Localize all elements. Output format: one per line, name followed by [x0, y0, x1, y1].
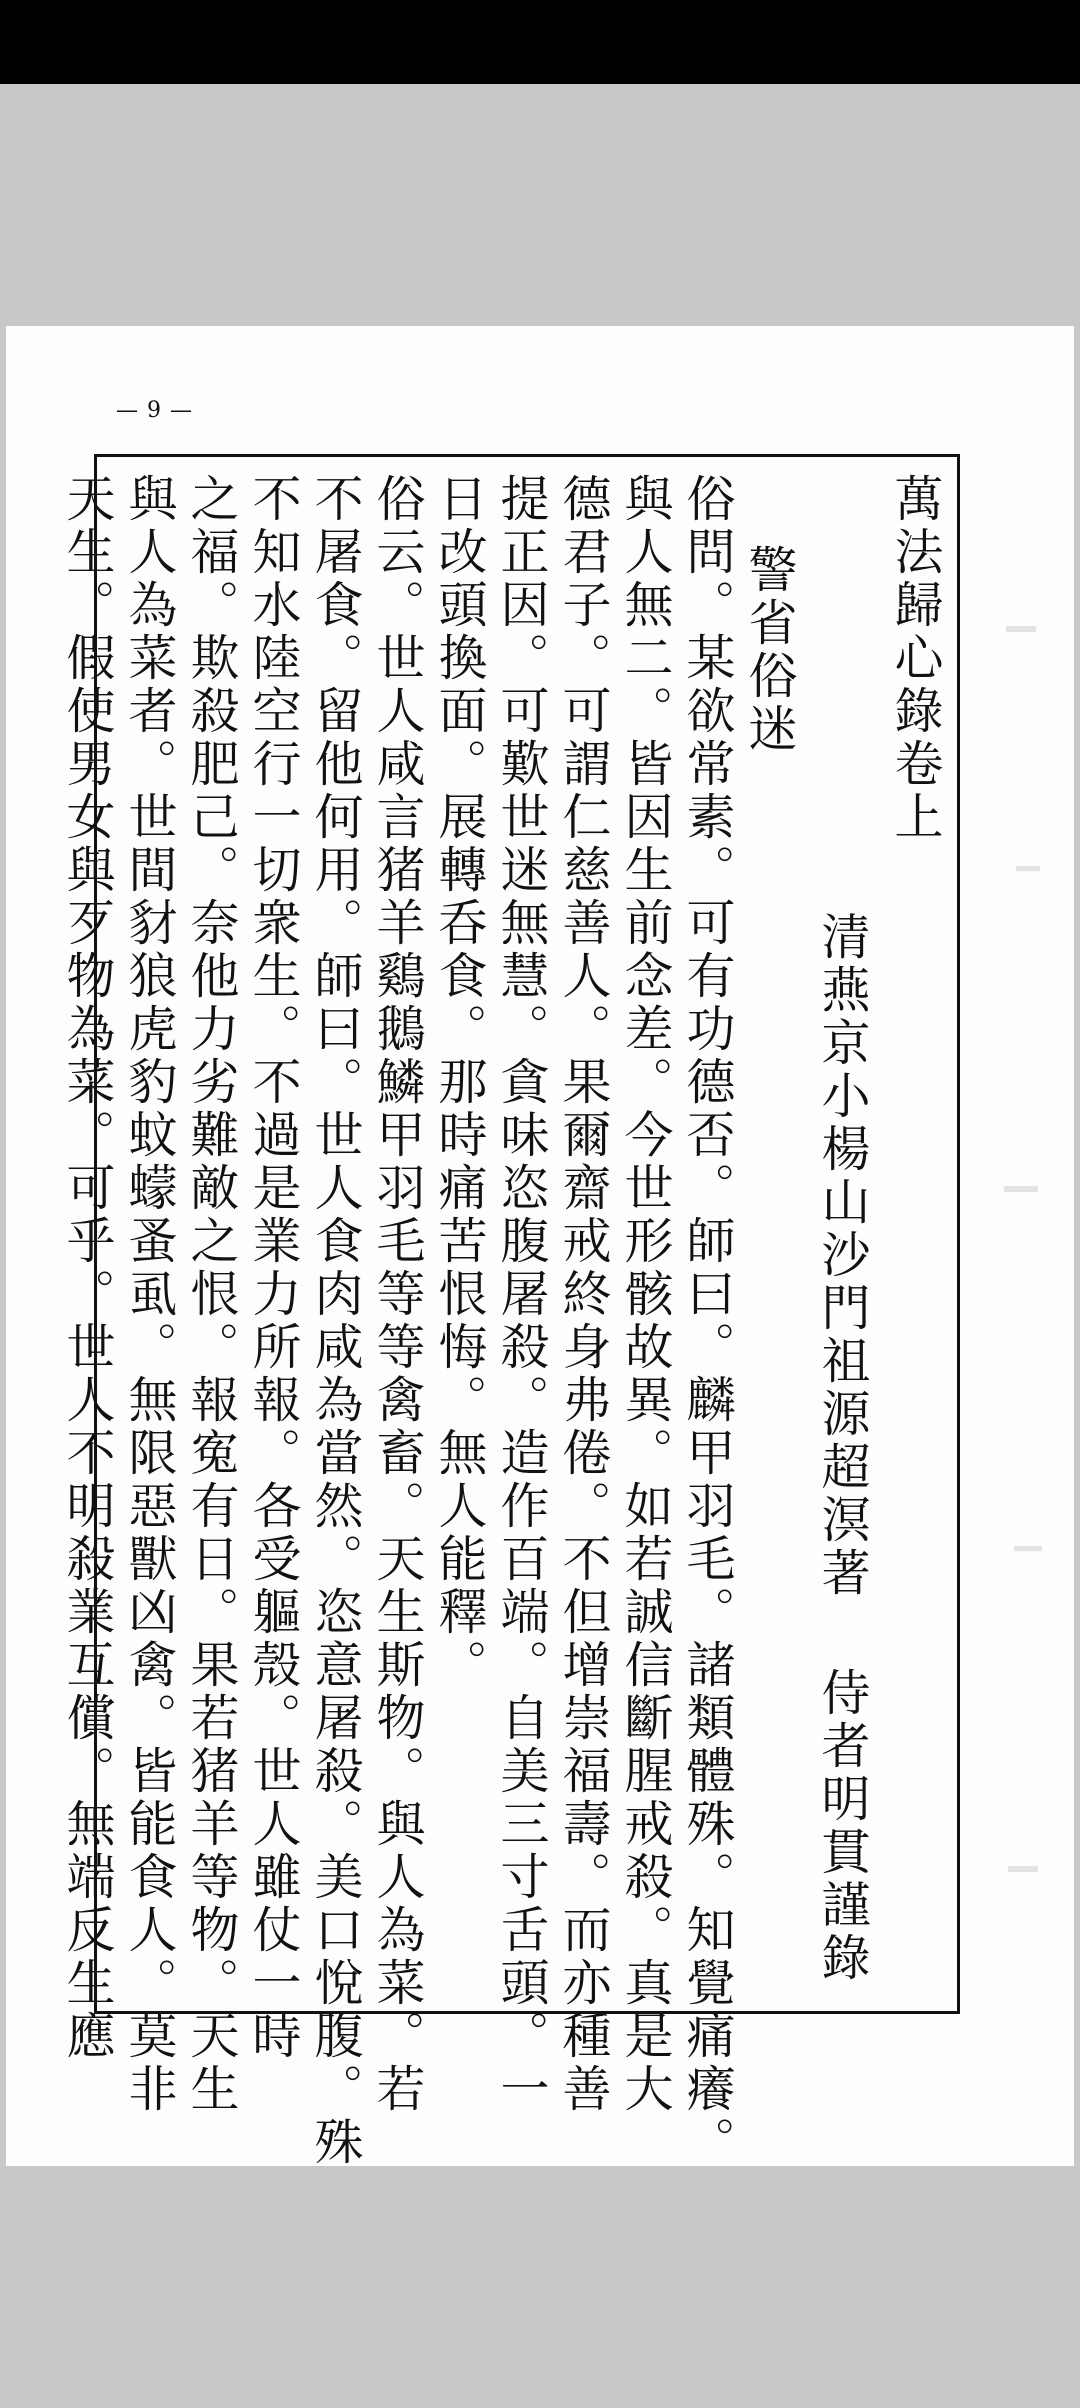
- text-column-4: 提正因。可歎世迷無慧。貪味恣腹屠殺。造作百端。自美三寸舌頭。一: [493, 473, 550, 2116]
- book-title: 萬法歸心錄卷上: [887, 473, 944, 844]
- text-column-7: 不屠食。留他何用。師曰。世人食肉咸為當然。恣意屠殺。美口悅腹。殊: [307, 473, 364, 2169]
- text-column-1: 俗問。某欲常素。可有功德否。師曰。麟甲羽毛。諸類體殊。知覺痛癢。: [679, 473, 736, 2169]
- text-column-9: 之福。欺殺肥己。奈他力劣難敵之恨。報寃有日。果若猪羊等物。天生: [183, 473, 240, 2116]
- text-frame: [59, 454, 960, 2169]
- top-bar: [0, 0, 1080, 84]
- text-column-11: 天生。假使男女與歹物為菜。可乎。世人不明殺業互償。無端反生應: [59, 473, 116, 2063]
- bleed-through-marks: [996, 566, 1056, 2066]
- text-column-5: 日改頭換面。展轉呑食。那時痛苦恨悔。無人能釋。: [431, 473, 488, 1692]
- page-number: — 9 —: [116, 398, 193, 423]
- text-column-8: 不知水陸空行一切衆生。不過是業力所報。各受軀殼。世人雖仗一時: [245, 473, 302, 2063]
- section-title: 警省俗迷: [741, 544, 798, 756]
- recorder-line: 侍者明貫謹錄: [814, 1667, 871, 1985]
- text-column-6: 俗云。世人咸言猪羊鷄鵝鱗甲羽毛等等禽畜。天生斯物。與人為菜。若: [369, 473, 426, 2116]
- scanned-page: [6, 326, 1074, 2169]
- text-column-2: 與人無二。皆因生前念差。今世形骸故異。如若誠信斷腥戒殺。真是大: [617, 473, 674, 2116]
- text-column-3: 德君子。可謂仁慈善人。果爾齋戒終身弗倦。不但增崇福壽。而亦種善: [555, 473, 612, 2116]
- text-column-10: 與人為菜者。世間豺狼虎豹蚊蠓蚤虱。無限惡獸凶禽。皆能食人。莫非: [121, 473, 178, 2116]
- author-line: 清燕京小楊山沙門祖源超溟著: [814, 911, 871, 1600]
